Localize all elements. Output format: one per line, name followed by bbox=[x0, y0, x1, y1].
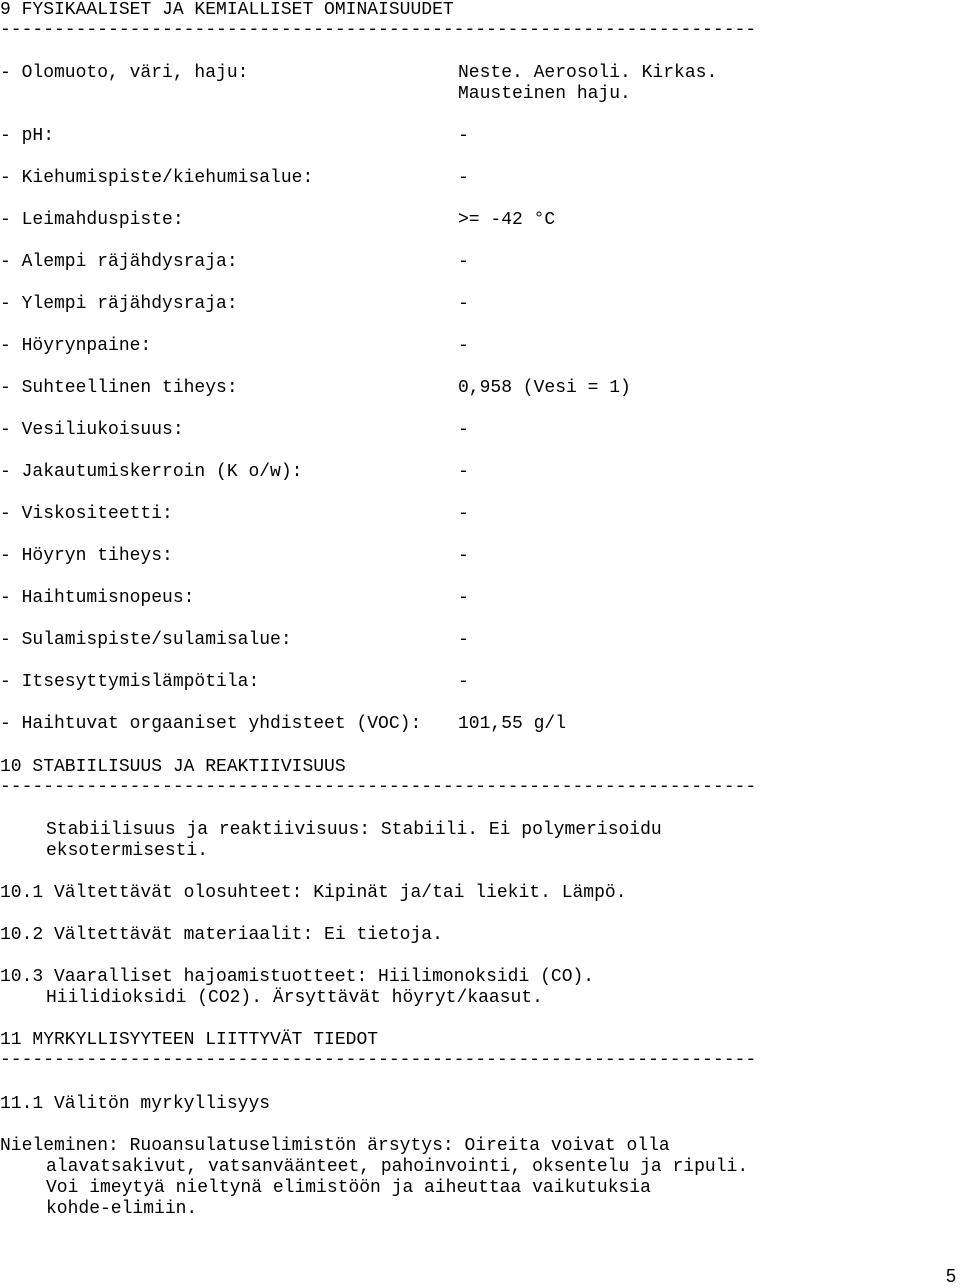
section-9-rule: ---------------------------------------------------------------------- bbox=[0, 20, 757, 40]
hazardous-decomposition-products: 10.3 Vaaralliset hajoamistuotteet: Hiilimonoksidi (CO). bbox=[0, 967, 595, 987]
prop-value-vapour-pressure: - bbox=[458, 336, 469, 356]
section-9-title: 9 FYSIKAALISET JA KEMIALLISET OMINAISUUDET bbox=[0, 0, 454, 20]
section-10-title: 10 STABIILISUUS JA REAKTIIVISUUS bbox=[0, 757, 346, 777]
prop-label-vapour-density: - Höyryn tiheys: bbox=[0, 546, 173, 566]
stability-text-cont: eksotermisesti. bbox=[46, 841, 209, 861]
prop-label-vapour-pressure: - Höyrynpaine: bbox=[0, 336, 152, 356]
prop-value-partition-coefficient: - bbox=[458, 462, 469, 482]
prop-value-boiling-point: - bbox=[458, 168, 469, 188]
prop-label-partition-coefficient: - Jakautumiskerroin (K o/w): bbox=[0, 462, 303, 482]
prop-label-lower-explosion-limit: - Alempi räjähdysraja: bbox=[0, 252, 238, 272]
prop-label-appearance: - Olomuoto, väri, haju: bbox=[0, 63, 249, 83]
prop-label-flash-point: - Leimahduspiste: bbox=[0, 210, 184, 230]
section-10-rule: ---------------------------------------------------------------------- bbox=[0, 777, 757, 797]
prop-value-viscosity: - bbox=[458, 504, 469, 524]
prop-value-appearance-cont: Mausteinen haju. bbox=[458, 84, 631, 104]
prop-value-water-solubility: - bbox=[458, 420, 469, 440]
prop-value-relative-density: 0,958 (Vesi = 1) bbox=[458, 378, 631, 398]
stability-text: Stabiilisuus ja reaktiivisuus: Stabiili. Ei polymerisoidu bbox=[46, 820, 662, 840]
prop-label-autoignition-temperature: - Itsesyttymislämpötila: bbox=[0, 672, 260, 692]
prop-value-autoignition-temperature: - bbox=[458, 672, 469, 692]
prop-value-lower-explosion-limit: - bbox=[458, 252, 469, 272]
ingestion-text: Nieleminen: Ruoansulatuselimistön ärsytys: Oireita voivat olla bbox=[0, 1136, 670, 1156]
prop-value-voc: 101,55 g/l bbox=[458, 714, 567, 734]
ingestion-text-line-3: Voi imeytyä nieltynä elimistöön ja aiheuttaa vaikutuksia bbox=[46, 1178, 651, 1198]
prop-value-appearance: Neste. Aerosoli. Kirkas. bbox=[458, 63, 718, 83]
prop-label-upper-explosion-limit: - Ylempi räjähdysraja: bbox=[0, 294, 238, 314]
prop-value-upper-explosion-limit: - bbox=[458, 294, 469, 314]
prop-value-vapour-density: - bbox=[458, 546, 469, 566]
prop-label-melting-point: - Sulamispiste/sulamisalue: bbox=[0, 630, 292, 650]
prop-value-ph: - bbox=[458, 126, 469, 146]
acute-toxicity-heading: 11.1 Välitön myrkyllisyys bbox=[0, 1094, 271, 1114]
prop-label-water-solubility: - Vesiliukoisuus: bbox=[0, 420, 184, 440]
prop-value-melting-point: - bbox=[458, 630, 469, 650]
ingestion-text-line-4: kohde-elimiin. bbox=[46, 1199, 198, 1219]
prop-value-flash-point: >= -42 °C bbox=[458, 210, 556, 230]
prop-label-viscosity: - Viskositeetti: bbox=[0, 504, 173, 524]
prop-label-ph: - pH: bbox=[0, 126, 55, 146]
section-11-rule: ---------------------------------------------------------------------- bbox=[0, 1050, 757, 1070]
prop-label-boiling-point: - Kiehumispiste/kiehumisalue: bbox=[0, 168, 314, 188]
conditions-to-avoid: 10.1 Vältettävät olosuhteet: Kipinät ja/tai liekit. Lämpö. bbox=[0, 883, 627, 903]
prop-value-evaporation-rate: - bbox=[458, 588, 469, 608]
prop-label-evaporation-rate: - Haihtumisnopeus: bbox=[0, 588, 195, 608]
incompatible-materials: 10.2 Vältettävät materiaalit: Ei tietoja. bbox=[0, 925, 443, 945]
hazardous-decomposition-products-cont: Hiilidioksidi (CO2). Ärsyttävät höyryt/kaasut. bbox=[46, 988, 543, 1008]
prop-label-relative-density: - Suhteellinen tiheys: bbox=[0, 378, 238, 398]
prop-label-voc: - Haihtuvat orgaaniset yhdisteet (VOC): bbox=[0, 714, 422, 734]
section-11-title: 11 MYRKYLLISYYTEEN LIITTYVÄT TIEDOT bbox=[0, 1030, 379, 1050]
page-number: 5 bbox=[945, 1266, 956, 1286]
ingestion-text-line-2: alavatsakivut, vatsanväänteet, pahoinvointi, oksentelu ja ripuli. bbox=[46, 1157, 749, 1177]
